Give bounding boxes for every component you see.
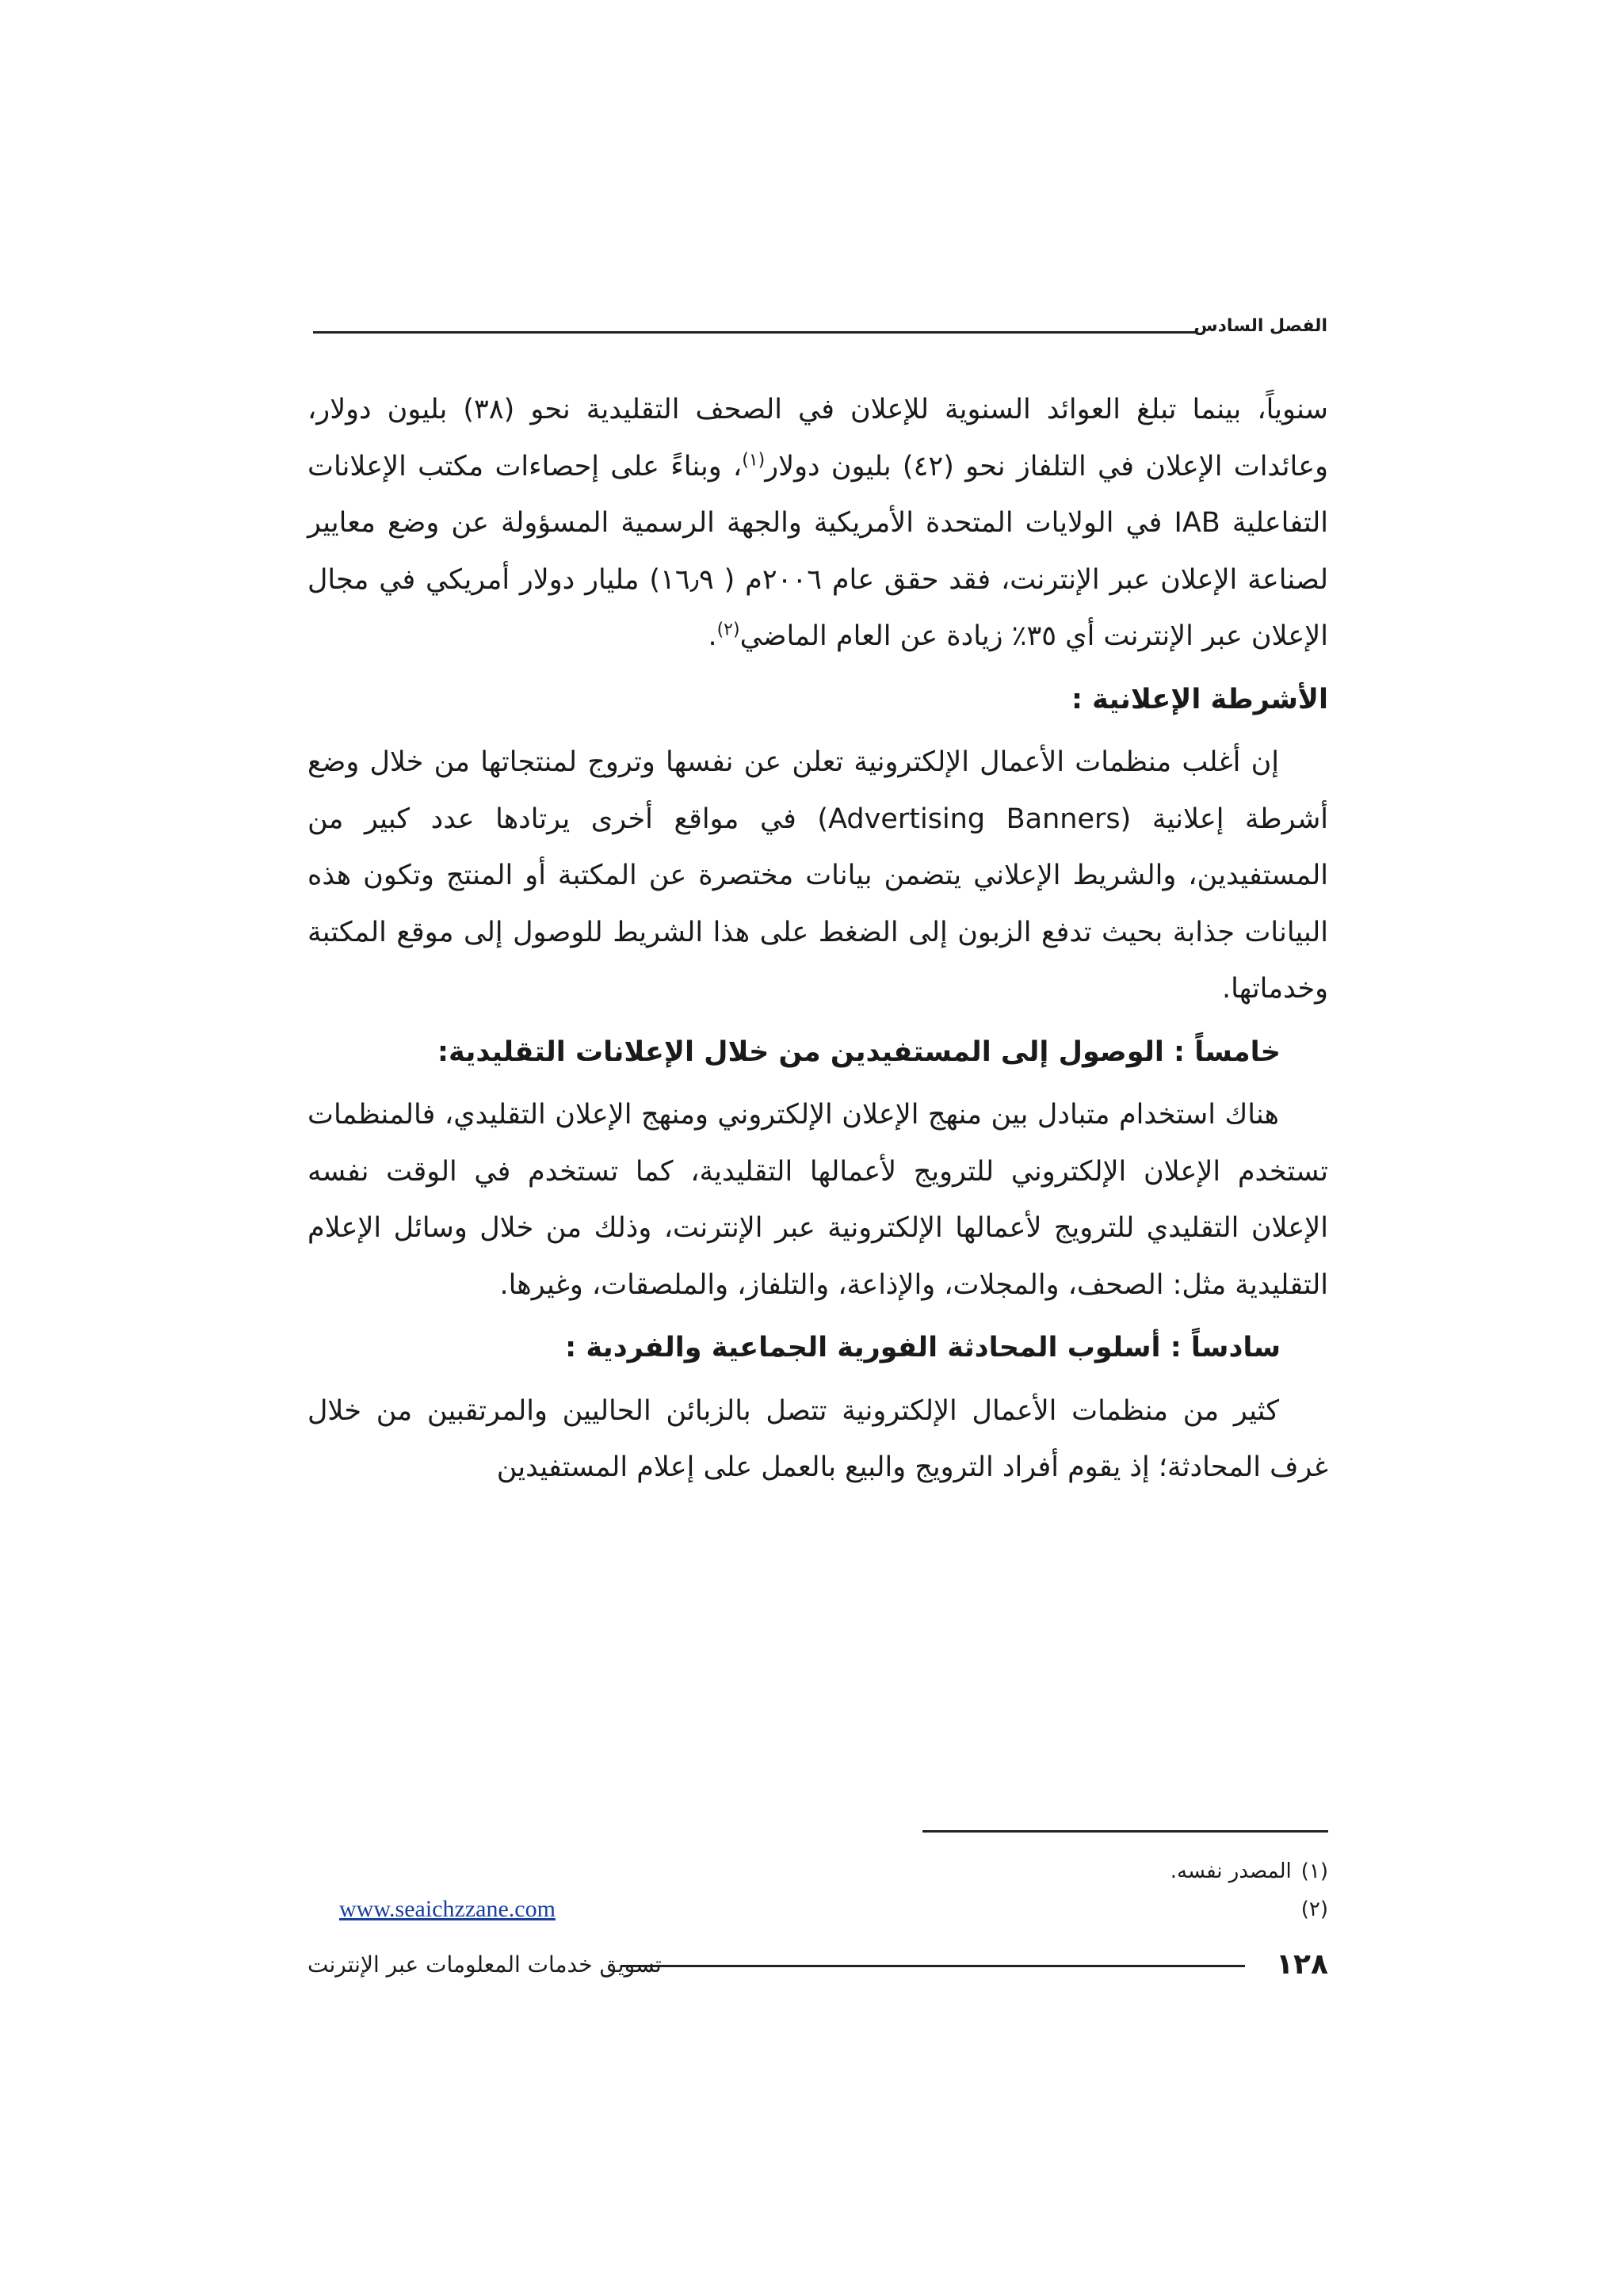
header-divider xyxy=(313,331,1197,334)
footnote-divider xyxy=(922,1830,1328,1833)
paragraph-text: سنوياً، بينما تبلغ العوائد السنوية للإعلان في الصحف التقليدية نحو (٣٨) بليون دولار، وعائدات الإعلان في التلفاز نحو (٤٢) بليون دولار xyxy=(307,394,1328,482)
footnote-item xyxy=(307,1852,1328,1890)
footnote-number: (١) xyxy=(1300,1859,1328,1883)
paragraph-statistics xyxy=(307,382,1328,666)
chapter-title: الفصل السادس xyxy=(1193,316,1327,336)
paragraph-traditional-ads: هناك استخدام متبادل بين منهج الإعلان الإلكتروني ومنهج الإعلان التقليدي، فالمنظمات تستخدم الإعلان الإلكتروني للترويج لأعمالها التقليدية، كما تستخدم في الوقت نفسه الإعلان التقليدي للترويج لأعمالها الإلكترونية عبر الإنترنت، وذلك من خلال وسائل الإعلام التقليدية مثل: الصحف، والمجلات، والإذاعة، والتلفاز، والملصقات، وغيرها. xyxy=(307,1099,1328,1301)
footnote-item xyxy=(307,1890,1328,1928)
footnote-ref[interactable]: (١) xyxy=(742,449,766,470)
section-heading-traditional-ads: خامساً : الوصول إلى المستفيدين من خلال الإعلانات التقليدية: xyxy=(437,1035,1281,1068)
section-heading-live-chat: سادساً : أسلوب المحادثة الفورية الجماعية والفردية : xyxy=(565,1332,1281,1363)
page-body xyxy=(307,382,1328,1497)
footnote-number: (٢) xyxy=(1300,1897,1328,1921)
paragraph-live-chat: كثير من منظمات الأعمال الإلكترونية تتصل بالزبائن الحاليين والمرتقبين من خلال غرف المحادثة؛ إذ يقوم أفراد الترويج والبيع بالعمل على إعلام المستفيدين xyxy=(307,1394,1328,1483)
page-number: ١٢٨ xyxy=(1276,1948,1328,1981)
section-heading-banners: الأشرطة الإعلانية : xyxy=(1071,683,1328,715)
footnote-link[interactable]: www.seaichzzane.com xyxy=(339,1896,556,1922)
footer-divider xyxy=(621,1965,1245,1967)
paragraph-text: ، وبناءً على إحصاءات مكتب الإعلانات التفاعلية IAB في الولايات المتحدة الأمريكية والجهة الرسمية المسؤولة عن وضع معايير لصناعة الإعلان عبر الإنترنت، فقد حقق عام ٢٠٠٦م ( ١٦٫٩) مليار دولار أمريكي في مجال الإعلان عبر الإنترنت أي ٣٥٪ زيادة عن العام الماضي xyxy=(307,450,1328,652)
page-footer xyxy=(307,1941,1328,1989)
paragraph-text: . xyxy=(708,620,717,652)
paragraph-banners: إن أغلب منظمات الأعمال الإلكترونية تعلن عن نفسها وتروج لمنتجاتها من خلال وضع أشرطة إعلانية (Advertising Banners) في مواقع أخرى يرتادها عدد كبير من المستفيدين، والشريط الإعلاني يتضمن بيانات مختصرة عن المكتبة أو المنتج وتكون هذه البيانات جذابة بحيث تدفع الزبون إلى الضغط على هذا الشريط للوصول إلى موقع المكتبة وخدماتها. xyxy=(307,746,1328,1005)
footnote-text: المصدر نفسه. xyxy=(1170,1859,1292,1883)
footnotes xyxy=(307,1852,1328,1928)
page-header xyxy=(313,311,1327,342)
footnote-ref[interactable]: (٢) xyxy=(716,620,740,640)
book-title: تسويق خدمات المعلومات عبر الإنترنت xyxy=(307,1951,662,1978)
